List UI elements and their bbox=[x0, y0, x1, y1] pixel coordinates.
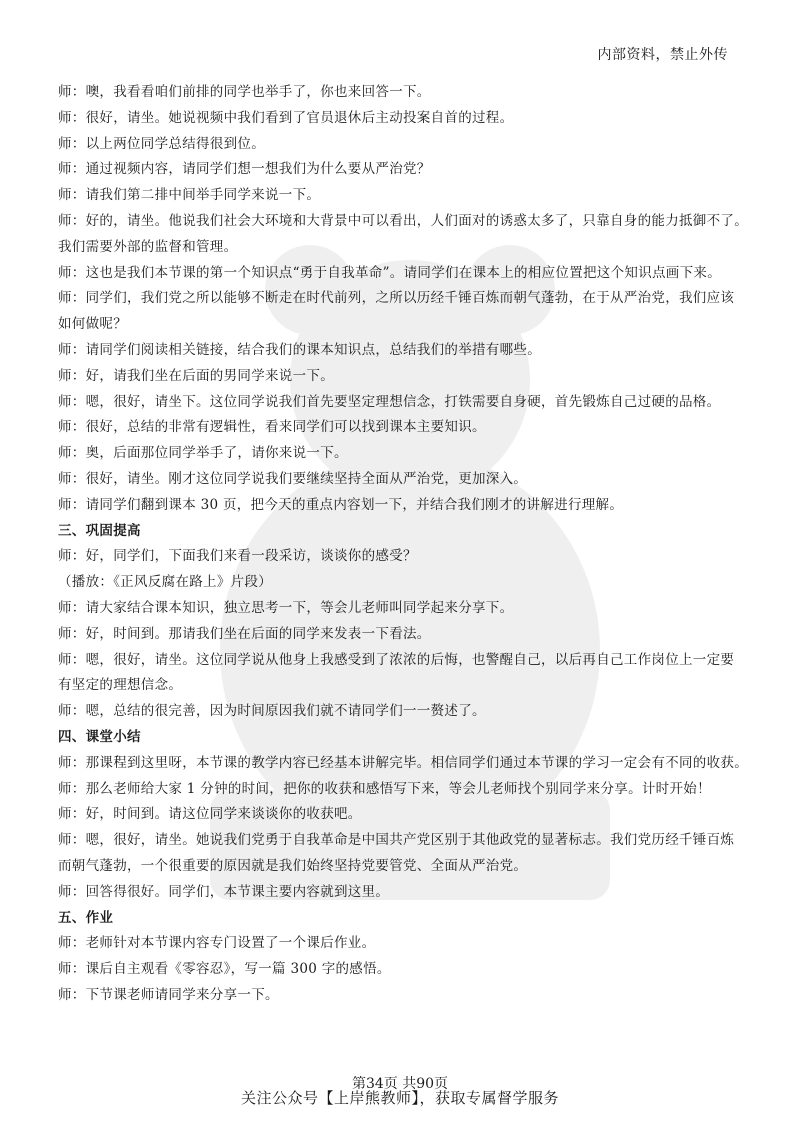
transcript-line: 师：嗯，很好，请坐。她说我们党勇于自我革命是中国共产党区别于其他政党的显著标志。我们党历经千锤百炼 bbox=[58, 832, 735, 849]
transcript-line: 师：那课程到这里呀，本节课的教学内容已经基本讲解完毕。相信同学们通过本节课的学习一定会有不同的收获。 bbox=[58, 754, 748, 771]
confidential-notice: 内部资料，禁止外传 bbox=[597, 47, 728, 63]
transcript-line: 师：下节课老师请同学来分享一下。 bbox=[58, 986, 279, 1003]
transcript-line: 师：课后自主观看《零容忍》，写一篇 300 字的感悟。 bbox=[58, 961, 391, 978]
transcript-line: 师：以上两位同学总结得很到位。 bbox=[58, 135, 265, 152]
transcript-line: 我们需要外部的监督和管理。 bbox=[58, 238, 238, 255]
transcript-line: 师：嗯，很好，请坐下。这位同学说我们首先要坚定理想信念，打铁需要自身硬，首先锻炼自己过硬的品格。 bbox=[58, 393, 721, 410]
transcript-line: 师：回答得很好。同学们，本节课主要内容就到这里。 bbox=[58, 883, 390, 900]
transcript-line: 师：好，时间到。那请我们坐在后面的同学来发表一下看法。 bbox=[58, 625, 431, 642]
transcript-line: 师：好，时间到。请这位同学来谈谈你的收获吧。 bbox=[58, 806, 362, 823]
transcript-line: 而朝气蓬勃，一个很重要的原因就是我们始终坚持党要管党、全面从严治党。 bbox=[58, 857, 528, 874]
transcript-line: 师：老师针对本节课内容专门设置了一个课后作业。 bbox=[58, 935, 376, 952]
transcript-line: 师：好，请我们坐在后面的男同学来说一下。 bbox=[58, 367, 334, 384]
transcript-line: 师：好的，请坐。他说我们社会大环境和大背景中可以看出，人们面对的诱惑太多了，只靠自身的能力抵御不了。 bbox=[58, 212, 748, 229]
transcript-line: 师：很好，总结的非常有逻辑性，看来同学们可以找到课本主要知识。 bbox=[58, 419, 486, 436]
transcript-line: 师：好，同学们，下面我们来看一段采访，谈谈你的感受？ bbox=[58, 548, 417, 565]
transcript-line: 师：请大家结合课本知识，独立思考一下，等会儿老师叫同学起来分享下。 bbox=[58, 599, 514, 616]
transcript-line: 师：很好，请坐。刚才这位同学说我们要继续坚持全面从严治党，更加深入。 bbox=[58, 470, 528, 487]
transcript-line: 师：这也是我们本节课的第一个知识点“勇于自我革命”。请同学们在课本上的相应位置把这个知识点画下来。 bbox=[58, 264, 722, 281]
section-heading: 三、巩固提高 bbox=[58, 522, 141, 539]
transcript-line: 有坚定的理想信念。 bbox=[58, 677, 183, 694]
transcript-line: 师：那么老师给大家 1 分钟的时间，把你的收获和感悟写下来，等会儿老师找个别同学来分享。计时开始！ bbox=[58, 780, 711, 797]
lesson-transcript bbox=[58, 80, 758, 1009]
promo-text: 关注公众号【上岸熊教师】，获取专属督学服务 bbox=[240, 1089, 559, 1107]
transcript-line: 师：奥，后面那位同学举手了，请你来说一下。 bbox=[58, 445, 348, 462]
transcript-line: 师：通过视频内容，请同学们想一想我们为什么要从严治党？ bbox=[58, 161, 431, 178]
section-heading: 五、作业 bbox=[58, 909, 114, 926]
transcript-line: 师：请同学们阅读相关链接，结合我们的课本知识点，总结我们的举措有哪些。 bbox=[58, 341, 541, 358]
transcript-line: （播放：《正风反腐在路上》片段） bbox=[58, 574, 273, 591]
transcript-line: 师：请我们第二排中间举手同学来说一下。 bbox=[58, 187, 321, 204]
transcript-line: 如何做呢？ bbox=[58, 316, 127, 333]
transcript-line: 师：嗯，很好，请坐。这位同学说从他身上我感受到了浓浓的后悔，也警醒自己，以后再自己工作岗位上一定要 bbox=[58, 651, 735, 668]
transcript-line: 师：嗯，总结的很完善，因为时间原因我们就不请同学们一一赘述了。 bbox=[58, 703, 486, 720]
section-heading: 四、课堂小结 bbox=[58, 728, 141, 745]
transcript-line: 师：很好，请坐。她说视频中我们看到了官员退休后主动投案自首的过程。 bbox=[58, 109, 514, 126]
transcript-line: 师：请同学们翻到课本 30 页，把今天的重点内容划一下，并结合我们刚才的讲解进行理解。 bbox=[58, 496, 624, 513]
transcript-line: 师：噢，我看看咱们前排的同学也举手了，你也来回答一下。 bbox=[58, 84, 431, 100]
transcript-line: 师：同学们，我们党之所以能够不断走在时代前列，之所以历经千锤百炼而朝气蓬勃，在于从严治党，我们应该 bbox=[58, 290, 735, 307]
page-number: 第34页 共90页 bbox=[351, 1076, 449, 1092]
